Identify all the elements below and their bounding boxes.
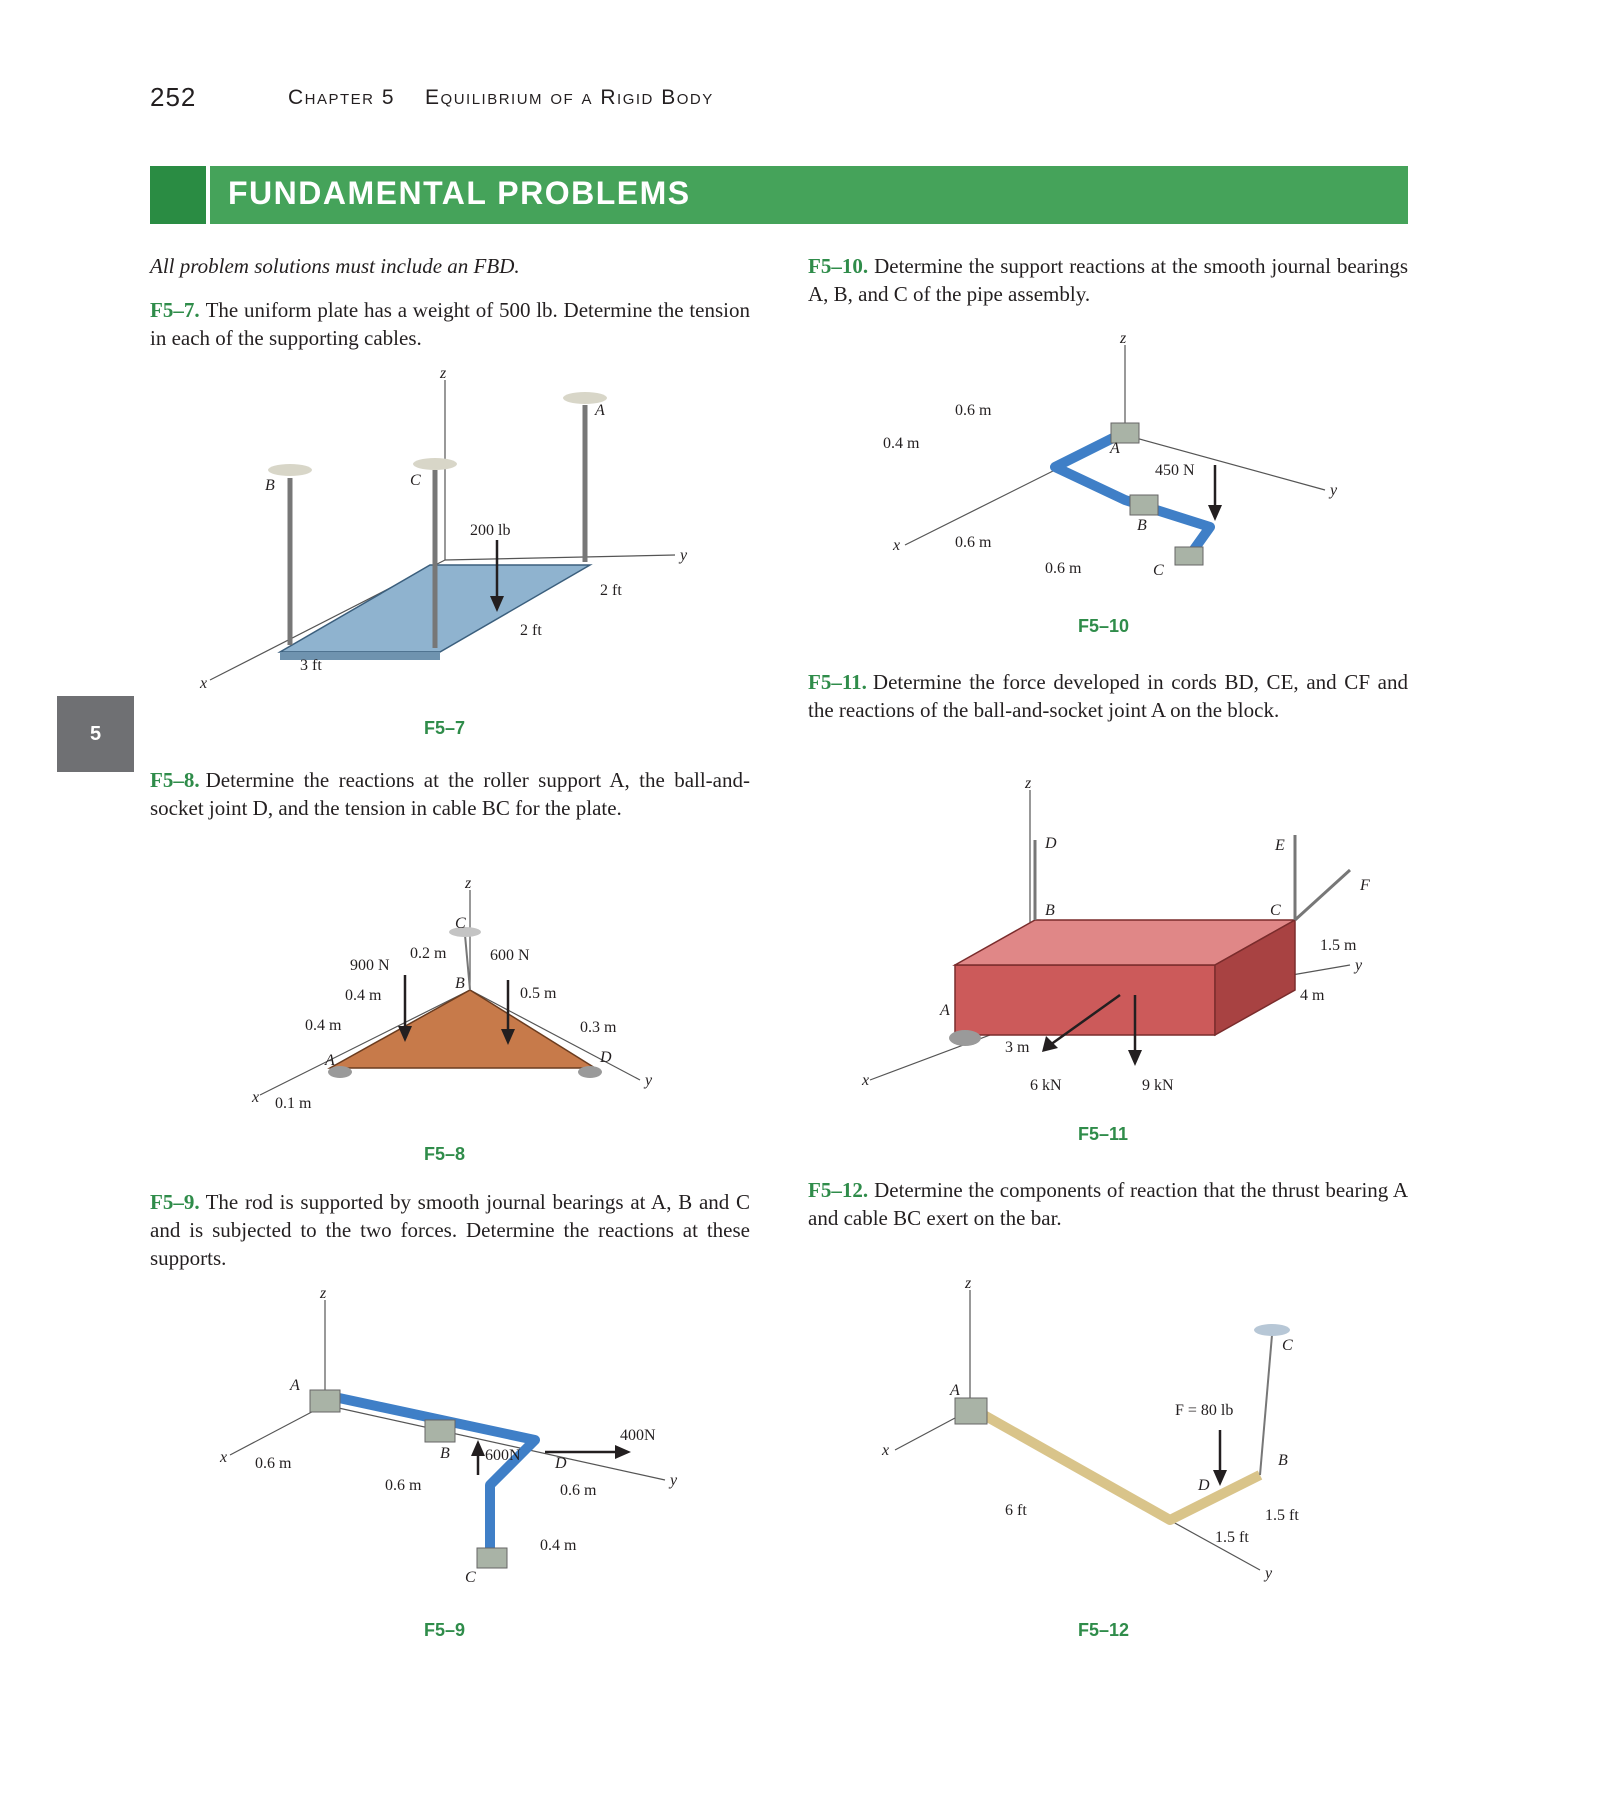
ball-socket-d bbox=[578, 1066, 602, 1078]
dim-label-4: 0.4 m bbox=[540, 1537, 577, 1554]
point-f-label: F bbox=[1360, 877, 1370, 894]
dim-label-2: 4 m bbox=[1300, 987, 1325, 1004]
force-label-600: 600N bbox=[485, 1447, 521, 1464]
rod bbox=[325, 1395, 535, 1555]
figure-f5-11 bbox=[860, 780, 1380, 1110]
dim-label-1: 2 ft bbox=[600, 582, 622, 599]
force-label-2: 600 N bbox=[490, 947, 530, 964]
dim-label-5: 0.3 m bbox=[580, 1019, 617, 1036]
point-c-label: C bbox=[465, 1569, 476, 1586]
figure-f5-9 bbox=[215, 1290, 695, 1600]
force-label-9kn: 9 kN bbox=[1142, 1077, 1174, 1094]
ball-socket-a bbox=[949, 1030, 981, 1046]
point-a-label: A bbox=[595, 402, 605, 419]
chapter-title: Equilibrium of a Rigid Body bbox=[425, 86, 714, 109]
point-e-label: E bbox=[1275, 837, 1285, 854]
figure-caption-f5-8: F5–8 bbox=[424, 1144, 466, 1164]
dim-label-1: 0.6 m bbox=[955, 402, 992, 419]
intro-text bbox=[150, 252, 750, 280]
dim-label-2: 0.4 m bbox=[883, 435, 920, 452]
dim-label-1: 0.2 m bbox=[410, 945, 447, 962]
x-label: x bbox=[200, 675, 208, 692]
problem-id: F5–12. bbox=[808, 1178, 869, 1202]
z-label: z bbox=[465, 880, 472, 892]
figure-f5-8 bbox=[250, 880, 670, 1120]
bearing-c bbox=[477, 1548, 507, 1568]
point-c-label: C bbox=[1282, 1337, 1293, 1354]
point-d-label: D bbox=[555, 1455, 567, 1472]
point-d-label: D bbox=[600, 1049, 612, 1066]
point-b-label: B bbox=[1137, 517, 1147, 534]
point-c-label: C bbox=[1270, 902, 1281, 919]
support-b bbox=[268, 464, 312, 476]
load-arrowhead bbox=[1208, 505, 1222, 521]
cable-bc bbox=[1260, 1335, 1272, 1475]
point-a-label: A bbox=[940, 1002, 950, 1019]
dim-label-1: 1.5 m bbox=[1320, 937, 1357, 954]
dim-label-1: 0.6 m bbox=[255, 1455, 292, 1472]
figure-caption-f5-9: F5–9 bbox=[424, 1620, 466, 1640]
dim-label-1: 6 ft bbox=[1005, 1502, 1027, 1519]
banner-tab bbox=[150, 166, 210, 224]
x-label: x bbox=[882, 1442, 890, 1459]
y-axis bbox=[445, 555, 675, 560]
problem-text: Determine the support reactions at the smooth journal bearings A, B, and C of the pipe assembly. bbox=[808, 254, 1408, 306]
thrust-bearing-a bbox=[955, 1398, 987, 1424]
problem-f5-10 bbox=[808, 252, 1408, 308]
load-arrowhead bbox=[1213, 1470, 1227, 1486]
y-label: y bbox=[645, 1072, 653, 1089]
banner-title: FUNDAMENTAL PROBLEMS bbox=[228, 175, 691, 211]
point-b-label: B bbox=[265, 477, 275, 494]
problem-f5-8 bbox=[150, 766, 750, 822]
section-banner bbox=[150, 166, 1408, 224]
point-b-label: B bbox=[455, 975, 465, 992]
force-arrowhead-6kn bbox=[1042, 1036, 1058, 1052]
bearing-a bbox=[310, 1390, 340, 1412]
figure-f5-10 bbox=[875, 335, 1355, 595]
dim-label-3: 0.6 m bbox=[955, 534, 992, 551]
dim-label-3: 3 m bbox=[1005, 1039, 1030, 1056]
z-label: z bbox=[1025, 780, 1032, 792]
point-c-label: C bbox=[410, 472, 421, 489]
y-label: y bbox=[680, 547, 688, 564]
pipe-assembly bbox=[1055, 432, 1210, 555]
y-label: y bbox=[1330, 482, 1338, 499]
figure-caption-f5-11: F5–11 bbox=[1078, 1124, 1129, 1144]
dim-label-2: 1.5 ft bbox=[1265, 1507, 1299, 1524]
dim-label-6: 0.1 m bbox=[275, 1095, 312, 1112]
intro-sentence: All problem solutions must include an FBD. bbox=[150, 254, 520, 278]
x-label: x bbox=[220, 1449, 228, 1466]
point-a-label: A bbox=[325, 1052, 335, 1069]
load-label: 200 lb bbox=[470, 522, 511, 539]
z-label: z bbox=[965, 1280, 972, 1292]
bearing-c bbox=[1175, 547, 1203, 565]
problem-id: F5–9. bbox=[150, 1190, 200, 1214]
x-label: x bbox=[893, 537, 901, 554]
load-label: 450 N bbox=[1155, 462, 1195, 479]
problem-text: Determine the components of reaction that the thrust bearing A and cable BC exert on the bar. bbox=[808, 1178, 1408, 1230]
dim-label-2: 0.4 m bbox=[345, 987, 382, 1004]
point-c-label: C bbox=[1153, 562, 1164, 579]
support-c bbox=[413, 458, 457, 470]
problem-text: Determine the force developed in cords BD, CE, and CF and the reactions of the ball-and-socket joint A on the block. bbox=[808, 670, 1408, 722]
x-label: x bbox=[252, 1089, 260, 1106]
y-label: y bbox=[1355, 957, 1363, 974]
y-label: y bbox=[670, 1472, 678, 1489]
cable-bc bbox=[465, 935, 470, 990]
force-label-1: 900 N bbox=[350, 957, 390, 974]
dim-label-3: 1.5 ft bbox=[1215, 1529, 1249, 1546]
problem-text: The uniform plate has a weight of 500 lb. Determine the tension in each of the supporting cables. bbox=[150, 298, 750, 350]
figure-caption-f5-12: F5–12 bbox=[1078, 1620, 1130, 1640]
dim-label-3: 0.4 m bbox=[305, 1017, 342, 1034]
problem-f5-12 bbox=[808, 1176, 1408, 1232]
support-c bbox=[1254, 1324, 1290, 1336]
problem-id: F5–8. bbox=[150, 768, 200, 792]
dim-label-2: 0.6 m bbox=[385, 1477, 422, 1494]
x-label: x bbox=[862, 1072, 870, 1089]
force-label-6kn: 6 kN bbox=[1030, 1077, 1062, 1094]
force-label-400: 400N bbox=[620, 1427, 656, 1444]
page-number: 252 bbox=[150, 82, 197, 112]
z-label: z bbox=[320, 1290, 327, 1302]
point-a-label: A bbox=[950, 1382, 960, 1399]
point-b-label: B bbox=[440, 1445, 450, 1462]
figure-f5-12 bbox=[880, 1280, 1360, 1600]
cord-cf bbox=[1295, 870, 1350, 920]
point-d-label: D bbox=[1045, 835, 1057, 852]
point-b-label: B bbox=[1278, 1452, 1288, 1469]
load-label: F = 80 lb bbox=[1175, 1402, 1234, 1419]
point-c-label: C bbox=[455, 915, 466, 932]
problem-text: Determine the reactions at the roller support A, the ball-and-socket joint D, and the tension in cable BC for the plate. bbox=[150, 768, 750, 820]
bearing-b bbox=[425, 1420, 455, 1442]
bearing-b bbox=[1130, 495, 1158, 515]
z-label: z bbox=[440, 370, 447, 382]
point-a-label: A bbox=[290, 1377, 300, 1394]
point-a-label: A bbox=[1110, 440, 1120, 457]
block-front bbox=[955, 965, 1215, 1035]
problem-f5-7 bbox=[150, 296, 750, 352]
y-label: y bbox=[1265, 1565, 1273, 1582]
force-arrowhead-600 bbox=[471, 1440, 485, 1456]
figure-caption-f5-10: F5–10 bbox=[1078, 616, 1130, 636]
problem-f5-11 bbox=[808, 668, 1408, 724]
force-arrowhead-400 bbox=[615, 1445, 631, 1459]
y-axis bbox=[325, 1405, 665, 1480]
problem-f5-9 bbox=[150, 1188, 750, 1272]
problem-text: The rod is supported by smooth journal bearings at A, B and C and is subjected to the two forces. Determine the reactions at these supports. bbox=[150, 1190, 750, 1270]
dim-label-3: 0.6 m bbox=[560, 1482, 597, 1499]
chapter-label: Chapter 5 bbox=[288, 86, 396, 109]
z-label: z bbox=[1120, 335, 1127, 347]
dim-label-2: 2 ft bbox=[520, 622, 542, 639]
problem-id: F5–11. bbox=[808, 670, 867, 694]
dim-label-3: 3 ft bbox=[300, 657, 322, 674]
force-arrowhead-9kn bbox=[1128, 1050, 1142, 1066]
dim-label-4: 0.5 m bbox=[520, 985, 557, 1002]
chapter-side-tab: 5 bbox=[57, 696, 134, 772]
figure-caption-f5-7: F5–7 bbox=[424, 718, 466, 738]
point-d-label: D bbox=[1198, 1477, 1210, 1494]
chapter-heading bbox=[288, 86, 714, 110]
dim-label-4: 0.6 m bbox=[1045, 560, 1082, 577]
figure-f5-7 bbox=[195, 370, 715, 700]
problem-id: F5–7. bbox=[150, 298, 200, 322]
point-b-label: B bbox=[1045, 902, 1055, 919]
problem-id: F5–10. bbox=[808, 254, 869, 278]
